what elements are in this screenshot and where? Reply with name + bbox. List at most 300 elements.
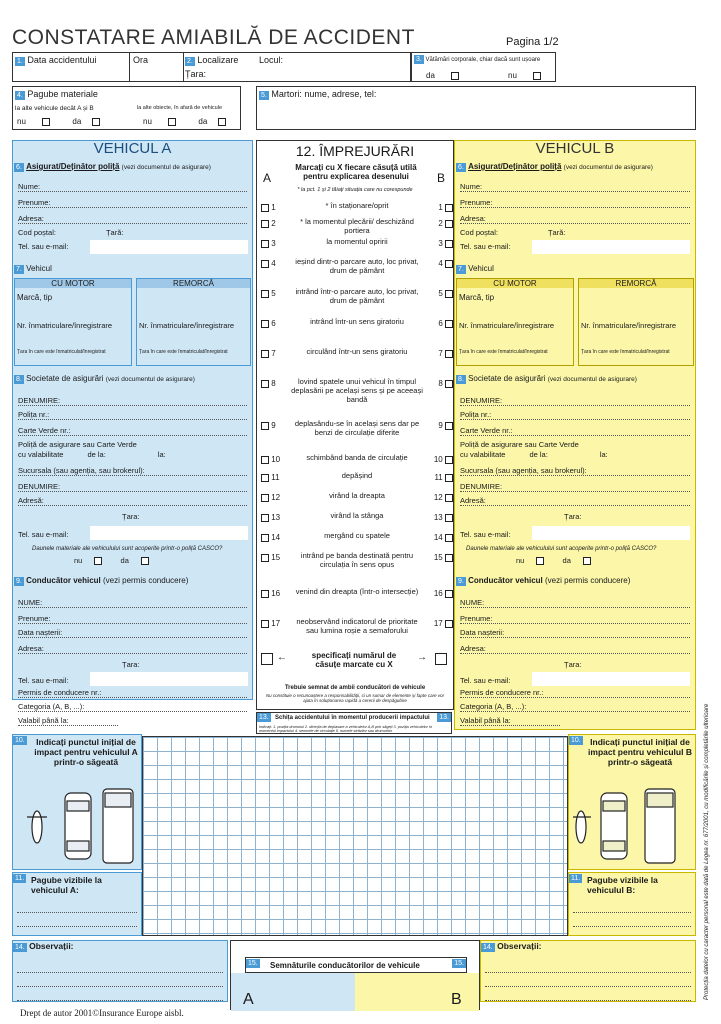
circumstance-text: neobservând indicatorul de prioritate sau lumina roșie a semaforului [296, 617, 418, 635]
country-field[interactable]: Țară: [105, 228, 124, 237]
insured-title: Asigurat/Deținător poliță [26, 162, 120, 171]
vehicle-outlines-icon[interactable] [573, 787, 693, 867]
circumstance-b-number: 13 [433, 513, 443, 522]
insured-a [14, 162, 251, 258]
validity-label-2: cu valabilitate [460, 450, 506, 459]
circumstance-a-number: 6 [271, 319, 276, 328]
sketch-header [256, 712, 452, 734]
trailer-label: REMORCĂ [137, 279, 250, 288]
driver-hint: (vezi permis conducere) [103, 576, 189, 585]
name-field[interactable]: Nume: [460, 182, 690, 192]
circumstance-a-number: 12 [271, 493, 281, 502]
circumstance-row [257, 471, 457, 491]
circumstance-row [257, 491, 457, 511]
driver-title: Conducător vehicul [468, 576, 543, 585]
branch-phone-field[interactable]: Tel. sau e-mail: [460, 530, 511, 539]
motor-box [456, 278, 574, 366]
circumstance-b-number: 12 [433, 493, 443, 502]
sign-note: Trebuie semnat de ambii conducători de vehicule [284, 685, 426, 691]
insurer-b [456, 374, 694, 570]
section-number: 7. [458, 266, 464, 273]
circumstance-b-number: 2 [438, 219, 443, 228]
section-3 [411, 52, 556, 82]
section-number: 10. [15, 737, 25, 744]
circumstance-b-number: 7 [438, 349, 443, 358]
circumstance-text: * în staționare/oprit [325, 201, 389, 210]
section-number: 15. [454, 960, 464, 967]
veh-no-checkbox[interactable] [42, 118, 50, 126]
count-a-box[interactable] [261, 653, 273, 665]
surname-field[interactable]: Prenume: [18, 198, 247, 208]
from-field[interactable]: de la: [529, 450, 548, 459]
circumstance-b-checkbox[interactable] [445, 620, 453, 628]
section-number: 10. [571, 737, 581, 744]
circumstance-a-number: 2 [271, 219, 276, 228]
circumstance-b-checkbox[interactable] [445, 290, 453, 298]
sketch-hint: Indicați: 1. poziția drumului 2. direcția de deplasare a vehiculelor A,B prin săgeți 3. poziția vehiculelor în momentul impactului 4. semnele de circulație 5. numele străzilor sau drumurilor [259, 725, 433, 733]
signature-b-letter: B [451, 991, 462, 1008]
section-number: 1. [17, 58, 23, 65]
driver-address-field[interactable]: Adresa: [18, 644, 247, 654]
section-number: 8. [16, 376, 22, 383]
yes-label: da [120, 556, 129, 565]
vehicle-a [14, 264, 251, 368]
validity-label: Poliță de asigurare sau Carte Verde [18, 440, 137, 449]
name-field[interactable]: Nume: [18, 182, 247, 192]
section-number: 11. [15, 875, 25, 882]
validity-label-2: cu valabilitate [18, 450, 64, 459]
signature-area [230, 940, 480, 1010]
circumstance-text: virând la dreapta [329, 491, 385, 500]
phone-field[interactable]: Tel. sau e-mail: [18, 242, 69, 251]
circumstance-a-number: 4 [271, 259, 276, 268]
side-note: Protecția datelor cu caracter personal este dată de Legea nr. 677/2001, cu modificările și completările ulterioare [704, 703, 710, 1000]
policy-field[interactable]: Polița nr.: [18, 410, 247, 420]
circumstance-b-checkbox[interactable] [445, 240, 453, 248]
count-row [259, 651, 453, 671]
branch-phone-input[interactable] [90, 526, 248, 540]
circumstance-a-checkbox[interactable] [261, 554, 269, 562]
casco-no-checkbox[interactable] [94, 557, 102, 565]
section-number: 5. [261, 92, 267, 99]
other-vehicles-label: la alte vehicule decât A și B [15, 105, 94, 112]
circumstance-b-checkbox[interactable] [445, 380, 453, 388]
motor-label: CU MOTOR [15, 279, 131, 288]
branch-address-field[interactable]: Adresă: [18, 496, 247, 506]
driver-surname-field[interactable]: Prenume: [460, 614, 690, 624]
section-number: 9. [16, 578, 22, 585]
driver-phone-field[interactable]: Tel. sau e-mail: [18, 676, 69, 685]
circumstance-b-number: 10 [433, 455, 443, 464]
circumstance-text: intrând într-un sens giratoriu [310, 317, 404, 326]
circumstance-text: la momentul opririi [326, 237, 388, 246]
section-number: 3. [416, 56, 422, 63]
branch-phone-input[interactable] [532, 526, 690, 540]
green-card-field[interactable]: Carte Verde nr.: [460, 426, 690, 436]
address-field[interactable]: Adresa: [18, 214, 247, 224]
branch-country-field[interactable]: Țara: [122, 512, 140, 521]
circumstance-a-number: 11 [271, 473, 280, 482]
driver-b [456, 576, 694, 726]
trailer-reg-field[interactable]: Nr. înmatriculare/înregistrare [581, 321, 677, 330]
driver-name-field[interactable]: NUME: [18, 598, 247, 608]
trailer-reg-field[interactable]: Nr. înmatriculare/înregistrare [139, 321, 235, 330]
circumstance-b-number: 8 [438, 379, 443, 388]
branch-field[interactable]: Sucursala (sau agenția, sau brokerul): [18, 466, 247, 476]
circumstance-row [257, 257, 457, 277]
section-number: 14. [15, 944, 25, 951]
circumstance-row [257, 617, 457, 637]
circumstance-a-number: 5 [271, 289, 276, 298]
circumstance-b-number: 4 [438, 259, 443, 268]
circumstances-note: * la pct. 1 și 2 tăiați situația care nu corespunde [297, 187, 413, 193]
from-field[interactable]: de la: [87, 450, 106, 459]
driver-a [14, 576, 251, 726]
section-number: 11. [571, 875, 581, 882]
circumstance-text: * la momentul plecării/ deschizând portiera [300, 217, 414, 235]
other-objects-label: la alte obiecte, în afară de vehicule [137, 105, 223, 111]
observations-b[interactable] [480, 940, 696, 1002]
valid-until-field[interactable]: Valabil până la: [18, 716, 118, 726]
vehicle-title: Vehicul [468, 264, 494, 273]
obj-no-checkbox[interactable] [168, 118, 176, 126]
reg-field[interactable]: Nr. înmatriculare/înregistrare [17, 321, 113, 330]
insured-hint: (vezi documentul de asigurare) [121, 164, 211, 171]
circumstance-row [257, 287, 457, 307]
circumstance-row [257, 347, 457, 367]
circumstances-instruction: Marcați cu X fiecare căsuță utilă pentru explicarea desenului [295, 163, 417, 181]
circumstance-row [257, 237, 457, 257]
circumstance-text: mergând cu spatele [324, 531, 390, 540]
circumstance-row [257, 453, 457, 473]
arrow-left-icon: ← [277, 652, 287, 663]
arrow-right-icon: → [417, 652, 427, 663]
license-field[interactable]: Permis de conducere nr.: [460, 688, 690, 698]
driver-title: Conducător vehicul [26, 576, 101, 585]
reg-country-field[interactable]: Țara în care este înmatriculat/înregistrat [17, 349, 106, 355]
address-field[interactable]: Adresa: [460, 214, 690, 224]
driver-hint: (vezi permis conducere) [545, 576, 631, 585]
casco-question: Daunele materiale ale vehiculului sunt acoperite printr-o poliță CASCO? [32, 546, 223, 552]
section-4 [12, 86, 241, 130]
sketch-grid[interactable] [142, 736, 568, 936]
circumstance-text: ieșind dintr-o parcare auto, loc privat, drum de pământ [295, 257, 419, 275]
postal-field[interactable]: Cod poștal: [18, 228, 56, 237]
section-1-2 [12, 52, 411, 82]
reg-country-field[interactable]: Țara în care este înmatriculat/înregistrat [459, 349, 548, 355]
vehicle-outlines-icon[interactable] [19, 787, 139, 867]
casco-no-checkbox[interactable] [536, 557, 544, 565]
impact-a [12, 734, 142, 870]
circumstance-a-number: 13 [271, 513, 281, 522]
time-label: Ora [133, 55, 149, 65]
driver-country-field[interactable]: Țara: [122, 660, 140, 669]
copyright: Drept de autor 2001©Insurance Europe aisbl. [20, 1008, 184, 1018]
circumstance-text: lovind spatele unui vehicul în timpul deplasării pe același sens și pe aceeași bandă [291, 377, 423, 404]
trailer-label: REMORCĂ [579, 279, 693, 288]
signature-title: Semnăturile conducătorilor de vehicule [270, 961, 420, 970]
section-number: 2. [187, 58, 193, 65]
signature-a-letter: A [243, 991, 254, 1008]
surname-field[interactable]: Prenume: [460, 198, 690, 208]
circumstance-row [257, 217, 457, 237]
circumstance-b-number: 3 [438, 239, 443, 248]
to-field[interactable]: la: [157, 450, 166, 459]
circumstance-b-number: 15 [433, 553, 443, 562]
driver-phone-input[interactable] [532, 672, 690, 686]
circumstance-row [257, 551, 457, 571]
driver-birth-field[interactable]: Data nașterii: [18, 628, 247, 638]
impact-b-label: Indicați punctul inițial de impact pentru vehiculul B printr-o săgeată [588, 737, 692, 767]
section-number: 8. [458, 376, 464, 383]
motor-box [14, 278, 132, 366]
circumstance-b-checkbox[interactable] [445, 422, 453, 430]
circumstance-text: virând la stânga [330, 511, 384, 520]
visible-damage-a-label: Pagube vizibile la vehiculul A: [31, 875, 102, 895]
circumstances-title: 12. ÎMPREJURĂRI [295, 143, 415, 159]
circumstance-a-number: 3 [271, 239, 276, 248]
circumstance-row [257, 377, 457, 404]
policy-field[interactable]: Polița nr.: [460, 410, 690, 420]
place-label: Locul: [259, 55, 284, 65]
no-label: nu [17, 117, 26, 126]
circumstance-text: circulând într-un sens giratoriu [306, 347, 408, 356]
circumstance-b-number: 9 [438, 421, 443, 430]
witnesses-label: Martori: nume, adrese, tel: [271, 89, 377, 99]
no-label: nu [516, 556, 525, 565]
sketch-title: Schița accidentului în momentul producerii impactului [275, 715, 430, 721]
green-card-field[interactable]: Carte Verde nr.: [18, 426, 247, 436]
circumstance-a-checkbox[interactable] [261, 350, 269, 358]
page-title: CONSTATARE AMIABILĂ DE ACCIDENT [12, 26, 415, 49]
no-label: nu [508, 71, 517, 80]
insured-title: Asigurat/Deținător poliță [468, 162, 562, 171]
circumstance-a-number: 10 [271, 455, 281, 464]
validity-label: Poliță de asigurare sau Carte Verde [460, 440, 579, 449]
yes-label: da [426, 71, 435, 80]
yes-label: da [198, 117, 208, 126]
section-number: 6. [458, 164, 464, 171]
circumstance-a-checkbox[interactable] [261, 456, 269, 464]
circumstance-b-checkbox[interactable] [445, 320, 453, 328]
driver-phone-input[interactable] [90, 672, 248, 686]
column-a-letter: A [263, 171, 272, 185]
insured-b [456, 162, 694, 258]
country-field[interactable]: Țară: [547, 228, 566, 237]
circumstance-text: intrând într-o parcare auto, loc privat, drum de pământ [295, 287, 419, 305]
phone-input[interactable] [90, 240, 248, 254]
driver-birth-field[interactable]: Data nașterii: [460, 628, 690, 638]
driver-phone-field[interactable]: Tel. sau e-mail: [460, 676, 511, 685]
circumstance-a-number: 9 [271, 421, 276, 430]
trailer-box [578, 278, 694, 366]
circumstance-text: depășind [341, 471, 373, 480]
circumstance-row [257, 317, 457, 337]
insurer-title: Societate de asigurări [468, 374, 546, 383]
circumstance-a-number: 15 [271, 553, 281, 562]
circumstance-b-number: 16 [433, 589, 443, 598]
vehicle-a-title: VEHICUL A [93, 140, 172, 157]
injuries-label: Vătămări corporale, chiar dacă sunt ușoare [425, 57, 541, 63]
insurer-name-field[interactable]: DENUMIRE: [460, 396, 690, 406]
location-label: Localizare [197, 55, 239, 65]
signature-header [245, 957, 467, 973]
driver-country-field[interactable]: Țara: [564, 660, 582, 669]
damage-label: Pagube materiale [27, 89, 98, 99]
branch-country-field[interactable]: Țara: [564, 512, 582, 521]
sign-subnote: Nu constituie o recunoaștere a responsabilității, ci un sumar de elemente și fapte care vor ajuta în soluționarea rapidă a cererii de despăgubire [265, 693, 445, 703]
circumstances-panel [256, 140, 454, 710]
visible-damage-b[interactable] [568, 872, 696, 936]
section-number: 13. [259, 714, 269, 721]
impact-a-label: Indicați punctul inițial de impact pentru vehiculul A printr-o săgeată [34, 737, 138, 767]
vehicle-b-title: VEHICUL B [535, 140, 615, 157]
circumstance-b-checkbox[interactable] [445, 204, 453, 212]
page-number: Pagina 1/2 [506, 36, 559, 48]
circumstance-b-number: 5 [438, 289, 443, 298]
circumstance-a-checkbox[interactable] [261, 620, 269, 628]
category-field[interactable]: Categoria (A, B, ...): [460, 702, 690, 712]
circumstance-a-checkbox[interactable] [261, 514, 269, 522]
branch-name-field[interactable]: DENUMIRE: [460, 482, 690, 492]
section-number: 15. [248, 960, 258, 967]
date-label: Data accidentului [27, 55, 97, 65]
no-label: nu [143, 117, 152, 126]
driver-surname-field[interactable]: Prenume: [18, 614, 247, 624]
circumstance-b-number: 14 [433, 533, 443, 542]
section-number: 9. [458, 578, 464, 585]
casco-yes-checkbox[interactable] [141, 557, 149, 565]
brand-field[interactable]: Marcă, tip [459, 293, 495, 302]
circumstance-row [257, 531, 457, 551]
circumstance-a-checkbox[interactable] [261, 240, 269, 248]
circumstance-b-checkbox[interactable] [445, 590, 453, 598]
postal-field[interactable]: Cod poștal: [460, 228, 498, 237]
visible-damage-b-label: Pagube vizibile la vehiculul B: [587, 875, 658, 895]
section-number: 14. [483, 944, 493, 951]
license-field[interactable]: Permis de conducere nr.: [18, 688, 247, 698]
circumstance-text: schimbând banda de circulație [306, 453, 408, 462]
circumstance-a-number: 1 [271, 203, 276, 212]
circumstance-text: deplasându-se în același sens dar pe benzi de circulație diferite [294, 419, 420, 437]
impact-b [568, 734, 696, 870]
visible-damage-a[interactable] [12, 872, 142, 936]
yes-label: da [72, 117, 82, 126]
circumstance-row [257, 511, 457, 531]
section-number: 7. [16, 266, 22, 273]
driver-address-field[interactable]: Adresa: [460, 644, 690, 654]
phone-field[interactable]: Tel. sau e-mail: [460, 242, 511, 251]
insurer-name-field[interactable]: DENUMIRE: [18, 396, 247, 406]
branch-address-field[interactable]: Adresă: [460, 496, 690, 506]
circumstance-a-checkbox[interactable] [261, 204, 269, 212]
circumstance-b-checkbox[interactable] [445, 474, 453, 482]
section-number: 6. [16, 164, 22, 171]
circumstance-a-checkbox[interactable] [261, 220, 269, 228]
circumstance-b-checkbox[interactable] [445, 220, 453, 228]
circumstance-a-number: 17 [271, 619, 281, 628]
circumstance-a-checkbox[interactable] [261, 422, 269, 430]
no-label: nu [74, 556, 83, 565]
branch-name-field[interactable]: DENUMIRE: [18, 482, 247, 492]
branch-phone-field[interactable]: Tel. sau e-mail: [18, 530, 69, 539]
category-field[interactable]: Categoria (A, B, ...): [18, 702, 247, 712]
insured-hint: (vezi documentul de asigurare) [563, 164, 653, 171]
circumstance-b-checkbox[interactable] [445, 514, 453, 522]
trailer-reg-country-field[interactable]: Țara în care este înmatriculat/înregistrat [581, 349, 670, 355]
to-field[interactable]: la: [599, 450, 608, 459]
circumstance-b-number: 17 [433, 619, 443, 628]
section-5[interactable] [256, 86, 696, 130]
insurer-hint: (vezi documentul de asigurare) [105, 376, 195, 383]
insurer-hint: (vezi documentul de asigurare) [547, 376, 637, 383]
circumstance-a-checkbox[interactable] [261, 380, 269, 388]
insurer-title: Societate de asigurări [26, 374, 104, 383]
trailer-box [136, 278, 251, 366]
yes-label: da [562, 556, 571, 565]
veh-yes-checkbox[interactable] [92, 118, 100, 126]
circumstance-a-number: 7 [271, 349, 276, 358]
circumstance-b-checkbox[interactable] [445, 456, 453, 464]
circumstance-a-number: 8 [271, 379, 276, 388]
reg-field[interactable]: Nr. înmatriculare/înregistrare [459, 321, 555, 330]
circumstance-a-checkbox[interactable] [261, 260, 269, 268]
observations-b-label: Observații: [497, 941, 542, 951]
circumstance-b-checkbox[interactable] [445, 534, 453, 542]
valid-until-field[interactable]: Valabil până la: [460, 716, 560, 726]
count-label: specificați numărul de căsuțe marcate cu X [311, 651, 397, 669]
injuries-yes-checkbox[interactable] [451, 72, 459, 80]
circumstance-b-checkbox[interactable] [445, 494, 453, 502]
motor-label: CU MOTOR [457, 279, 573, 288]
insurer-a [14, 374, 251, 570]
trailer-reg-country-field[interactable]: Țara în care este înmatriculat/înregistrat [139, 349, 228, 355]
circumstance-b-checkbox[interactable] [445, 350, 453, 358]
observations-a[interactable] [12, 940, 228, 1002]
circumstance-b-number: 11 [434, 473, 443, 482]
phone-input[interactable] [532, 240, 690, 254]
circumstance-b-number: 6 [438, 319, 443, 328]
circumstance-a-checkbox[interactable] [261, 534, 269, 542]
casco-yes-checkbox[interactable] [583, 557, 591, 565]
brand-field[interactable]: Marcă, tip [17, 293, 53, 302]
country-label: Țara: [185, 69, 207, 79]
observations-a-label: Observații: [29, 941, 74, 951]
vehicle-title: Vehicul [26, 264, 52, 273]
count-b-box[interactable] [435, 653, 447, 665]
circumstance-a-checkbox[interactable] [261, 494, 269, 502]
circumstance-b-checkbox[interactable] [445, 260, 453, 268]
circumstance-row [257, 587, 457, 607]
circumstance-a-checkbox[interactable] [261, 290, 269, 298]
casco-question: Daunele materiale ale vehiculului sunt acoperite printr-o poliță CASCO? [466, 546, 657, 552]
circumstance-b-number: 1 [438, 203, 443, 212]
circumstance-a-number: 16 [271, 589, 281, 598]
circumstance-b-checkbox[interactable] [445, 554, 453, 562]
circumstance-a-checkbox[interactable] [261, 590, 269, 598]
circumstance-a-number: 14 [271, 533, 281, 542]
branch-field[interactable]: Sucursala (sau agenția, sau brokerul): [460, 466, 690, 476]
obj-yes-checkbox[interactable] [218, 118, 226, 126]
vehicle-b [456, 264, 694, 368]
circumstance-text: intrând pe banda destinată pentru circulația în sens opus [300, 551, 414, 569]
column-b-letter: B [437, 171, 446, 185]
driver-name-field[interactable]: NUME: [460, 598, 690, 608]
section-number: 13. [439, 714, 449, 721]
circumstance-a-checkbox[interactable] [261, 474, 269, 482]
injuries-no-checkbox[interactable] [533, 72, 541, 80]
circumstance-a-checkbox[interactable] [261, 320, 269, 328]
